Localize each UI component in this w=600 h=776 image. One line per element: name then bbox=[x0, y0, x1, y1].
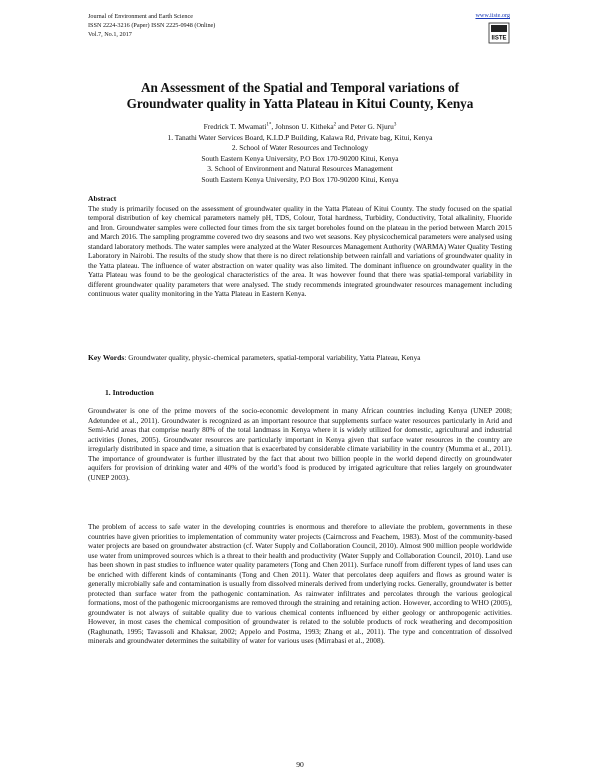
affiliation-2-address: South Eastern Kenya University, P.O Box 170-90200 Kitui, Kenya bbox=[201, 153, 399, 163]
abstract-section bbox=[88, 194, 512, 299]
intro-paragraph-2: The problem of access to safe water in the developing countries is enormous and therefore to alleviate the problem, governments in these countries have given priorities to implementation of community water projects (Cairncross and Feachem, 1983). Most of the community-based water projects are based on groundwater abstraction (cf. Water Supply and Collaboration Council, 2010). Almost 900 million people worldwide use water from unimproved sources which is a threat to their health and productivity (Water Supply and Collaboration Council, 2010). Land use has been shown in past studies to influence water quality parameters (Tong and Chen 2011). Surface runoff from different types of land uses can be enriched with different kinds of contaminants (Tong and Chen 2011). Water that percolates deep aquifers and flows as ground water is generally microbially safe and contamination is usually from dissolved minerals derived from underlying rocks. Generally, groundwater is better protected than surface water from the pathogenic contamination. As rainwater infiltrates and percolates through the various geological formations, most of the pathogenic microorganisms are removed through the straining and retaining action. However, according to WHO (2005), groundwater is not always of suitable quality due to various chemical contents influenced by either geology or anthropogenic activities. However, in most cases the chemical composition of groundwater is related to the soluble products of rock weathering and decomposition (Raghunath, 1995; Tavassoli and Khaksar, 2002; Appelo and Postma, 1993; Zhang et al., 2011). The type and concentration of dissolved minerals and groundwater determines the suitability of water for various uses (Mirrabasi et al., 2008). bbox=[88, 522, 512, 645]
author-2: , Johnson U. Kitheka bbox=[271, 122, 334, 131]
iiste-logo-icon bbox=[488, 22, 510, 44]
abstract-heading: Abstract bbox=[88, 194, 117, 203]
author-3: and Peter G. Njuru bbox=[336, 122, 394, 131]
abstract-text: The study is primarily focused on the assessment of groundwater quality in the Yatta Plateau of Kitui County. The study focused on the spatial temporal distribution of key chemical parameters namely pH, TDS, Colour, Total hardness, Turbidity, Conductivity, Total alkalinity, Fluoride and Iron. Groundwater samples were collected four times from the six target boreholes found on the plateau in the period between March 2015 and March 2016. The sampling programme covered two dry seasons and two wet seasons. Key physicochemical parameters were analysed using standard laboratory methods. The water samples were analyzed at the Water Resources Management Authority (WARMA) Water Quality Testing Laboratory in Nairobi. The results of the study show that there is no direct relationship between rainfall and variations of groundwater quality in the Yatta plateau. The influence of water abstraction on water quality was also limited. The dominant influence on groundwater quality in the Yatta Plateau was found to be the geological characteristics of the area. It was however found that there was spatial-temporal variability in different groundwater quality parameters that were analysed. The study recommends integrated groundwater resources management including continuous water quality monitoring in the Yatta Plateau in Eastern Kenya. bbox=[88, 203, 512, 298]
affiliation-1: 1. Tanathi Water Services Board, K.I.D.P Building, Kalawa Rd, Private bag, Kitui, Kenya bbox=[167, 132, 433, 142]
svg-text:IISTE: IISTE bbox=[491, 35, 507, 42]
journal-name: Journal of Environment and Earth Science bbox=[88, 13, 193, 20]
intro-paragraph-1: Groundwater is one of the prime movers of the socio-economic development in many African countries including Kenya (UNEP 2008; Adetundee et al., 2011). Groundwater is recognized as an important resource that supplements surface water resources particularly in Arid and Semi-Arid areas that comprise nearly 80% of the total landmass in Kenya where it is widely utilized for domestic, agricultural and industrial activities (Jones, 2005). Groundwater resources are particularly important in Kenya given that surface water resources in the country are irregularly distributed in space and time, a situation that is exacerbated by considerable climate variability in the country (Mumma et al., 2011). The importance of groundwater is further illustrated by the fact that about two billion people in the world depend directly on groundwater aquifers for provision of drinking water and 40% of the world’s food is produced by irrigated agriculture that relies largely on groundwater (UNEP 2003). bbox=[88, 406, 512, 482]
keywords-text: : Groundwater quality, physic-chemical parameters, spatial-temporal variability, Yatta Plateau, Kenya bbox=[124, 353, 421, 362]
journal-url-link[interactable]: www.iiste.org bbox=[475, 12, 510, 19]
section-heading-introduction: 1. Introduction bbox=[105, 388, 154, 397]
journal-volume: Vol.7, No.1, 2017 bbox=[88, 31, 132, 38]
title-line-1: An Assessment of the Spatial and Temporal variations of bbox=[141, 80, 459, 95]
affiliation-3: 3. School of Environment and Natural Resources Management bbox=[207, 164, 393, 174]
author-block bbox=[60, 122, 540, 186]
journal-issn: ISSN 2224-3216 (Paper) ISSN 2225-0948 (Online) bbox=[88, 22, 216, 29]
title-line-2: Groundwater quality in Yatta Plateau in Kitui County, Kenya bbox=[126, 96, 474, 111]
affiliation-2: 2. School of Water Resources and Technology bbox=[231, 143, 369, 153]
author-3-sup: 3 bbox=[393, 122, 397, 128]
page-number: 90 bbox=[296, 760, 304, 769]
paper-title bbox=[60, 80, 540, 112]
author-1-sup: 1* bbox=[266, 122, 272, 128]
author-list bbox=[60, 122, 540, 133]
author-1: Fredrick T. Mwamati bbox=[203, 122, 267, 131]
author-2-sup: 2 bbox=[333, 122, 337, 128]
keywords-label: Key Words bbox=[88, 353, 125, 362]
keywords-section bbox=[88, 353, 512, 363]
journal-header bbox=[88, 12, 215, 39]
affiliation-3-address: South Eastern Kenya University, P.O Box 170-90200 Kitui, Kenya bbox=[201, 174, 399, 184]
